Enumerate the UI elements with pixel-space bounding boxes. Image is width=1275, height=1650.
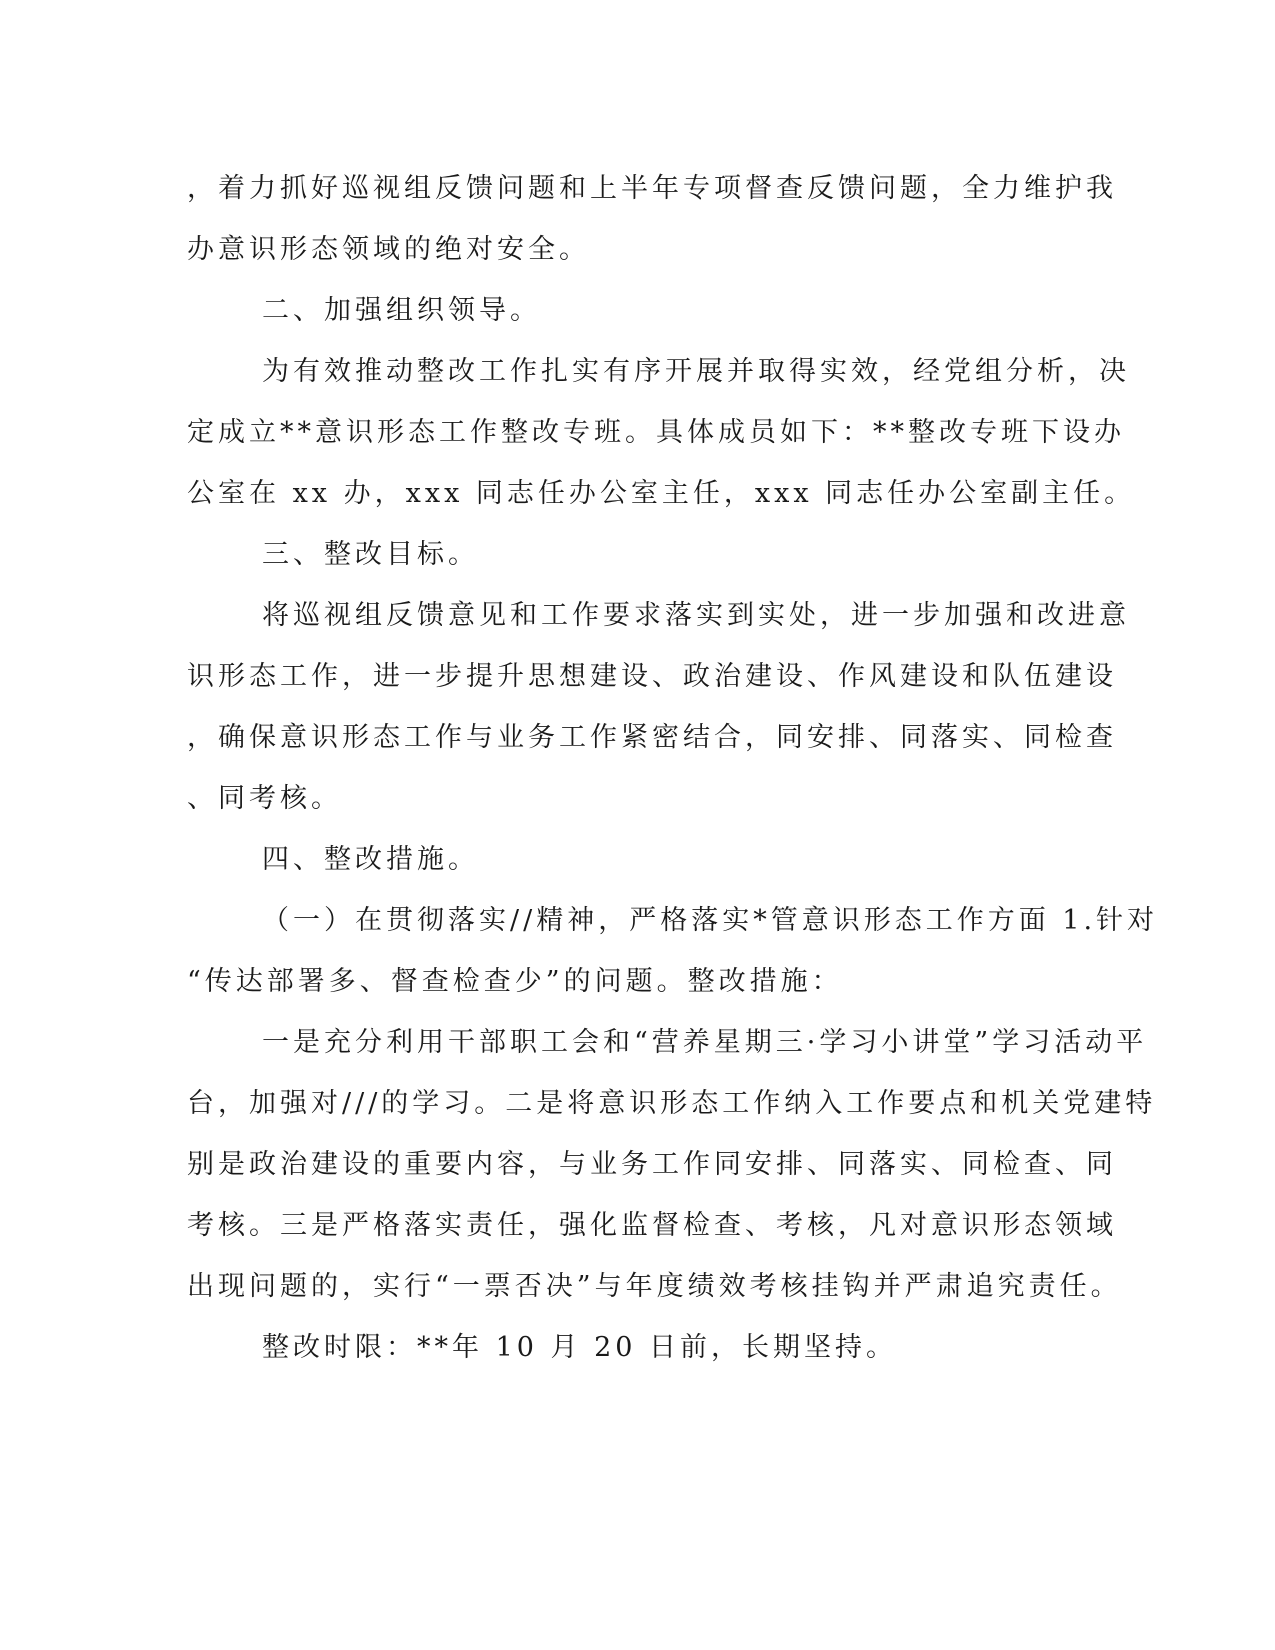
text-line: “传达部署多、督查检查少”的问题。整改措施：: [187, 966, 843, 997]
section-heading: 二、加强组织领导。: [262, 295, 541, 326]
document-body: [187, 158, 1159, 1378]
deadline-line: 整改时限：**年 10 月 20 日前，长期坚持。: [262, 1332, 898, 1363]
section-heading: 三、整改目标。: [262, 539, 479, 570]
section-heading: 四、整改措施。: [262, 844, 479, 875]
text-line: 出现问题的，实行“一票否决”与年度绩效考核挂钩并严肃追究责任。: [187, 1271, 1122, 1302]
text-line: （一）在贯彻落实//精神，严格落实*管意识形态工作方面 1.针对: [262, 905, 1159, 936]
text-line: 定成立**意识形态工作整改专班。具体成员如下：**整改专班下设办: [187, 417, 1125, 448]
text-line: 一是充分利用干部职工会和“营养星期三·学习小讲堂”学习活动平: [262, 1027, 1148, 1058]
text-line: ，确保意识形态工作与业务工作紧密结合，同安排、同落实、同检查: [187, 722, 1117, 753]
text-line: 、同考核。: [187, 783, 342, 814]
text-line: 台，加强对///的学习。二是将意识形态工作纳入工作要点和机关党建特: [187, 1088, 1157, 1119]
text-line: 考核。三是严格落实责任，强化监督检查、考核，凡对意识形态领域: [187, 1210, 1117, 1241]
text-line: 识形态工作，进一步提升思想建设、政治建设、作风建设和队伍建设: [187, 661, 1117, 692]
text-line: ，着力抓好巡视组反馈问题和上半年专项督查反馈问题，全力维护我: [187, 173, 1117, 204]
text-line: 将巡视组反馈意见和工作要求落实到实处，进一步加强和改进意: [262, 600, 1130, 631]
text-line: 公室在 xx 办，xxx 同志任办公室主任，xxx 同志任办公室副主任。: [187, 478, 1136, 509]
text-line: 办意识形态领域的绝对安全。: [187, 234, 590, 265]
text-line: 别是政治建设的重要内容，与业务工作同安排、同落实、同检查、同: [187, 1149, 1117, 1180]
text-line: 为有效推动整改工作扎实有序开展并取得实效，经党组分析，决: [262, 356, 1130, 387]
